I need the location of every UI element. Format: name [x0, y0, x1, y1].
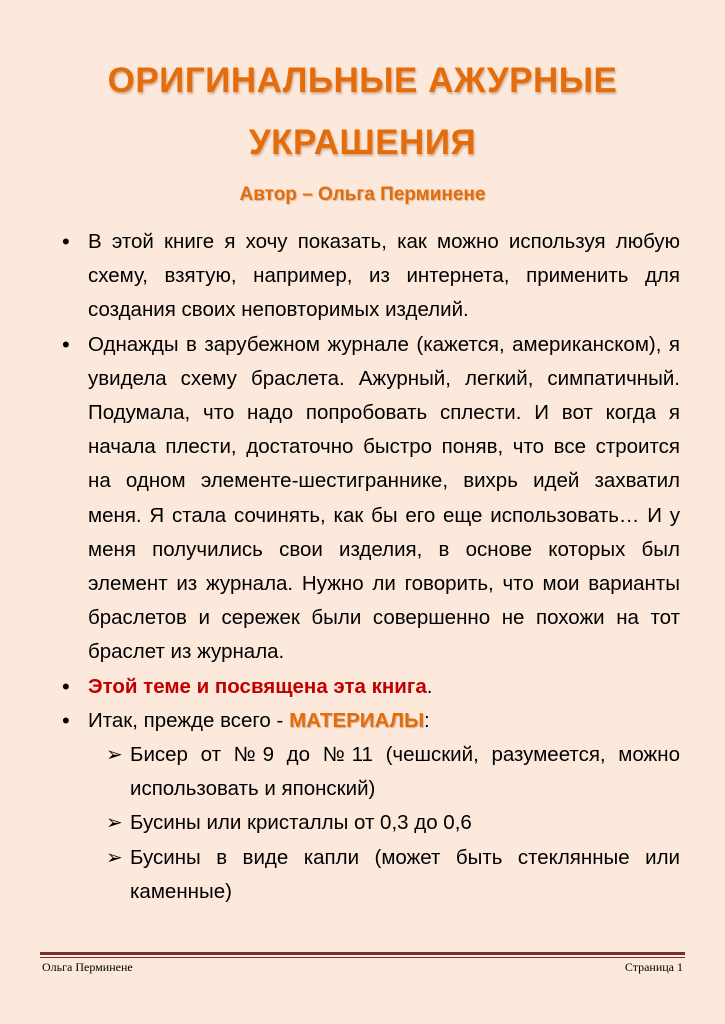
materials-item — [62, 841, 680, 909]
bullet-paragraph-4 — [62, 704, 680, 738]
paragraph-text: Итак, прежде всего - — [88, 708, 290, 732]
bullet-icon: • — [62, 707, 70, 733]
bullet-icon: • — [62, 331, 70, 357]
paragraph-text: В этой книге я хочу показать, как можно используя любую схему, взятую, например, из интернета, применить для создания своих неповторимых изделий. — [88, 230, 680, 322]
materials-item-text: Бисер от №9 до №11 (чешский, разумеется, можно использовать и японский) — [130, 743, 680, 801]
footer-rule-thin — [40, 957, 685, 958]
main-content — [62, 225, 680, 909]
materials-item — [62, 738, 680, 806]
materials-heading: МАТЕРИАЛЫ — [289, 708, 425, 732]
arrow-bullet-icon: ➢ — [106, 812, 123, 835]
arrow-bullet-icon: ➢ — [106, 846, 123, 869]
materials-item-text: Бусины или кристаллы от 0,3 до 0,6 — [130, 811, 472, 835]
bullet-paragraph-1 — [62, 225, 680, 328]
bullet-icon: • — [62, 229, 70, 254]
materials-item — [62, 806, 680, 840]
bullet-paragraph-2 — [62, 328, 680, 670]
paragraph-text: . — [426, 674, 433, 698]
highlight-text: Этой теме и посвящена эта книга — [88, 674, 427, 698]
bullet-paragraph-3 — [62, 670, 680, 704]
footer-rule — [40, 952, 685, 955]
arrow-bullet-icon: ➢ — [106, 744, 123, 767]
author-line: Автор – Ольга Перминене — [239, 184, 486, 205]
page-title: ОРИГИНАЛЬНЫЕ АЖУРНЫЕ УКРАШЕНИЯ — [107, 61, 618, 162]
footer-author: Ольга Перминене — [42, 960, 133, 974]
bullet-icon: • — [62, 673, 70, 699]
paragraph-text: Однажды в зарубежном журнале (кажется, американском), я увидела схему браслета. Ажурный, легкий, симпатичный. Подумала, что надо попробовать сплести. И вот когда я начала плести, достаточно быстро поняв, что все строится на одном элементе-шестиграннике, вихрь идей захватил меня. Я стала сочинять, как бы его еще использовать… И у меня получились свои изделия, в основе которых был элемент из журнала. Нужно ли говорить, что мои варианты браслетов и сережек были совершенно не похожи на тот браслет из журнала. — [88, 332, 680, 664]
footer-page-number: Страница 1 — [624, 960, 683, 974]
materials-item-text: Бусины в виде капли (может быть стеклянные или каменные) — [130, 845, 680, 903]
paragraph-text: : — [424, 708, 430, 732]
